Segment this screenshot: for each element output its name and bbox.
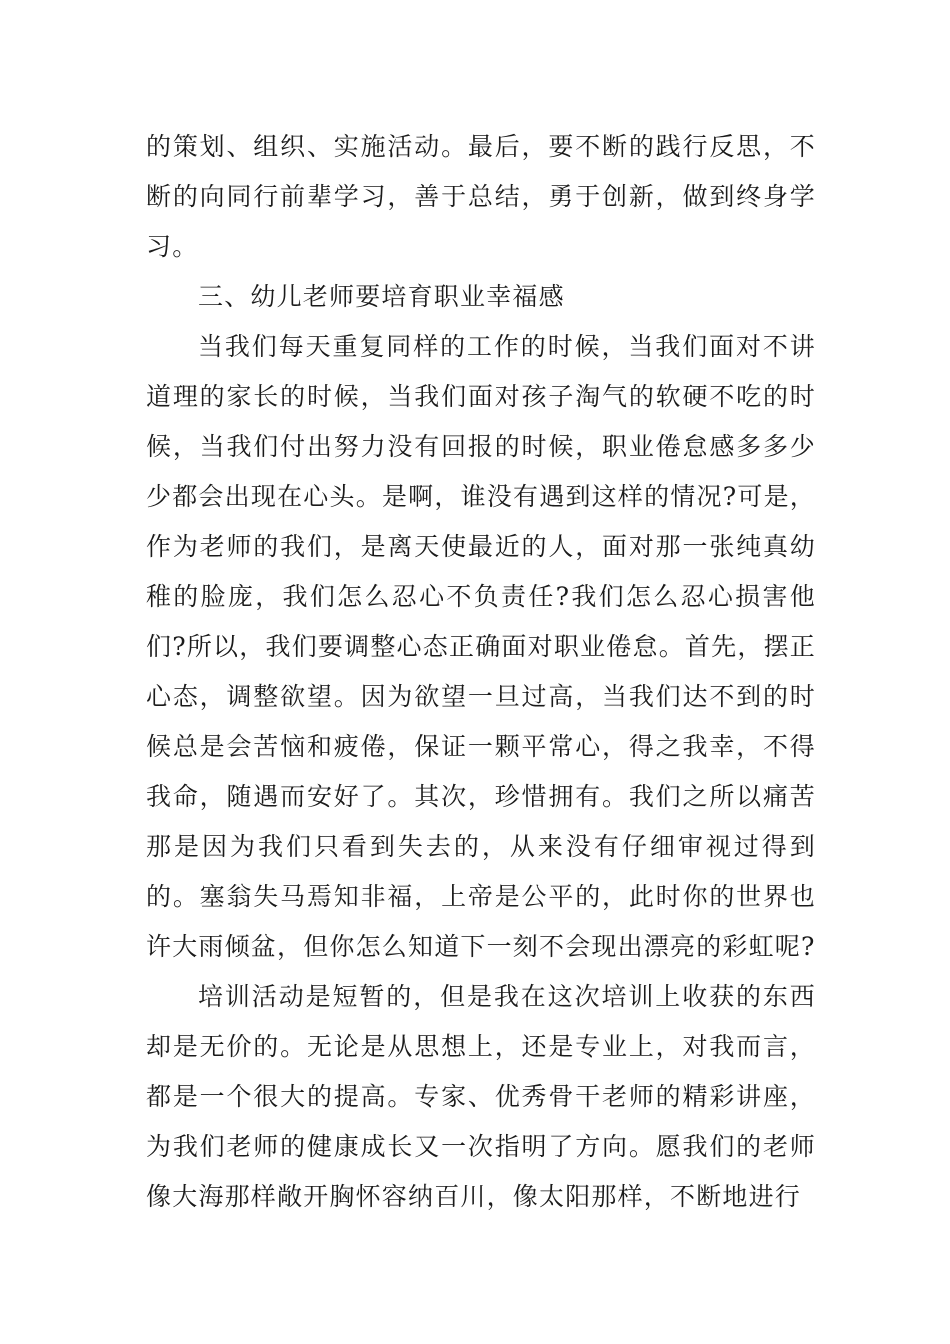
paragraph-continuation: 的策划、组织、实施活动。最后，要不断的践行反思，不断的向同行前辈学习，善于总结，勇于创新，做到终身学习。 <box>146 132 816 261</box>
document-page <box>146 122 816 1222</box>
paragraph-body-2: 培训活动是短暂的，但是我在这次培训上收获的东西却是无价的。无论是从思想上，还是专业上，对我而言，都是一个很大的提高。专家、优秀骨干老师的精彩讲座，为我们老师的健康成长又一次指明了方向。愿我们的老师像大海那样敞开胸怀容纳百川，像太阳那样，不断地进行 <box>146 982 816 1211</box>
paragraph-body-1: 当我们每天重复同样的工作的时候，当我们面对不讲道理的家长的时候，当我们面对孩子淘气的软硬不吃的时候，当我们付出努力没有回报的时候，职业倦怠感多多少少都会出现在心头。是啊，谁没有遇到这样的情况?可是，作为老师的我们，是离天使最近的人，面对那一张纯真幼稚的脸庞，我们怎么忍心不负责任?我们怎么忍心损害他们?所以，我们要调整心态正确面对职业倦怠。首先，摆正心态，调整欲望。因为欲望一旦过高，当我们达不到的时候总是会苦恼和疲倦，保证一颗平常心，得之我幸，不得我命，随遇而安好了。其次，珍惜拥有。我们之所以痛苦那是因为我们只看到失去的，从来没有仔细审视过得到的。塞翁失马焉知非福，上帝是公平的，此时你的世界也许大雨倾盆，但你怎么知道下一刻不会现出漂亮的彩虹呢? <box>146 332 816 961</box>
section-heading: 三、幼儿老师要培育职业幸福感 <box>198 282 565 311</box>
